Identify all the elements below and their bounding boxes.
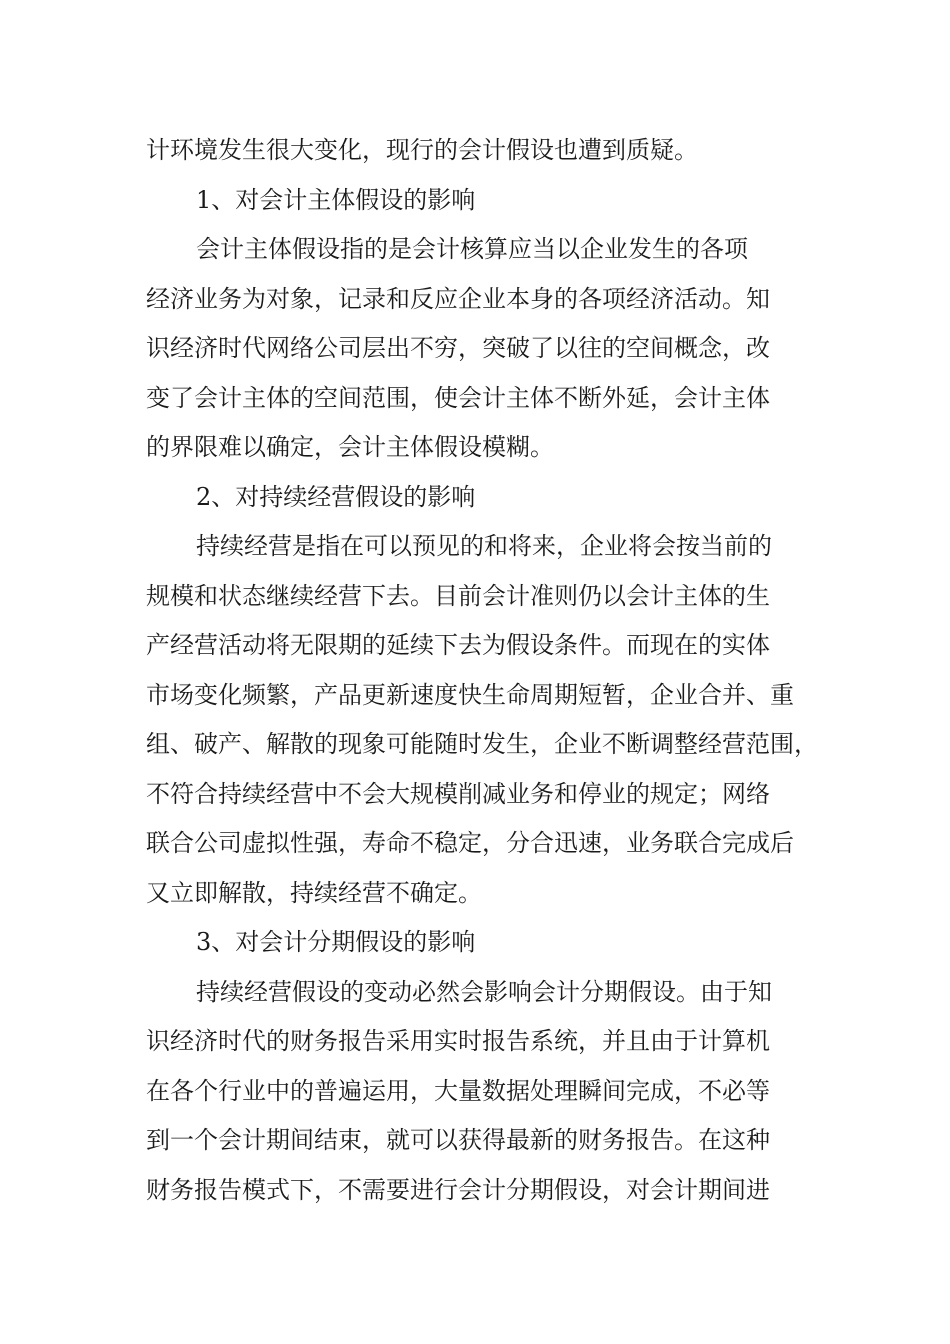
text-line: 到一个会计期间结束，就可以获得最新的财务报告。在这种 bbox=[146, 1126, 770, 1154]
text-line: 经济业务为对象，记录和反应企业本身的各项经济活动。知 bbox=[146, 284, 770, 313]
document-body bbox=[146, 126, 816, 1215]
text-line: 规模和状态继续经营下去。目前会计准则仍以会计主体的生 bbox=[146, 581, 770, 610]
text-line: 在各个行业中的普遍运用，大量数据处理瞬间完成，不必等 bbox=[146, 1076, 770, 1105]
text-line: 持续经营假设的变动必然会影响会计分期假设。由于知 bbox=[196, 977, 772, 1006]
text-line: 变了会计主体的空间范围，使会计主体不断外延，会计主体 bbox=[146, 383, 770, 412]
text-line: 的界限难以确定，会计主体假设模糊。 bbox=[146, 433, 554, 461]
text-line: 1、对会计主体假设的影响 bbox=[196, 185, 476, 214]
text-line: 持续经营是指在可以预见的和将来，企业将会按当前的 bbox=[196, 532, 772, 560]
text-line: 产经营活动将无限期的延续下去为假设条件。而现在的实体 bbox=[146, 631, 770, 659]
text-line: 计环境发生很大变化，现行的会计假设也遭到质疑。 bbox=[146, 136, 698, 164]
text-line: 会计主体假设指的是会计核算应当以企业发生的各项 bbox=[196, 235, 748, 263]
text-line: 2、对持续经营假设的影响 bbox=[196, 482, 476, 511]
text-line: 市场变化频繁，产品更新速度快生命周期短暂，企业合并、重 bbox=[146, 680, 794, 709]
text-line: 识经济时代的财务报告采用实时报告系统，并且由于计算机 bbox=[146, 1027, 770, 1055]
text-line: 不符合持续经营中不会大规模削减业务和停业的规定；网络 bbox=[146, 779, 770, 808]
text-line: 又立即解散，持续经营不确定。 bbox=[146, 878, 482, 907]
text-line: 3、对会计分期假设的影响 bbox=[196, 928, 476, 956]
text-line: 财务报告模式下，不需要进行会计分期假设，对会计期间进 bbox=[146, 1175, 770, 1204]
text-line: 识经济时代网络公司层出不穷，突破了以往的空间概念，改 bbox=[146, 334, 770, 362]
text-line: 组、破产、解散的现象可能随时发生，企业不断调整经营范围， bbox=[146, 730, 818, 758]
text-line: 联合公司虚拟性强，寿命不稳定，分合迅速，业务联合完成后 bbox=[146, 829, 794, 857]
